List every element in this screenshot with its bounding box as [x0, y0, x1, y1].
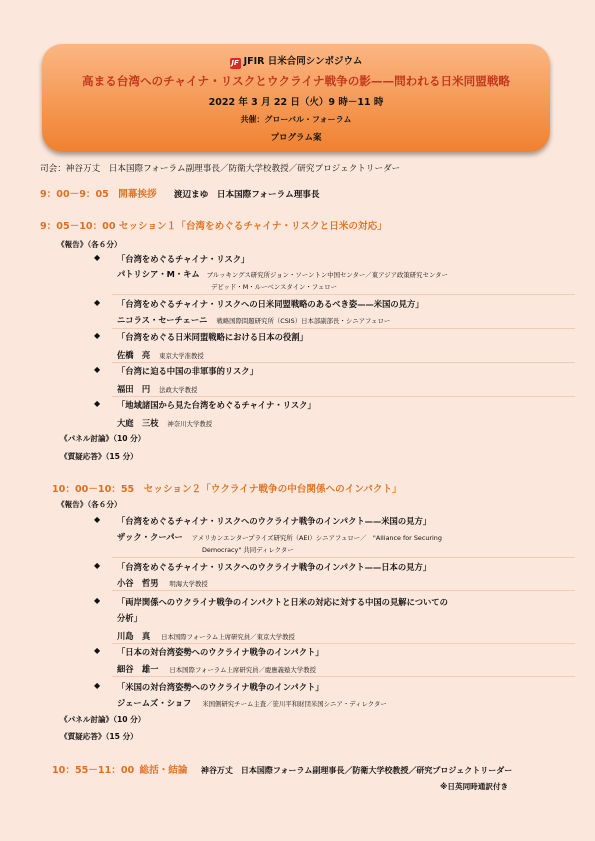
talk-speaker: 大庭 三枝 神奈川大学教授 [117, 418, 213, 428]
closing-line [52, 762, 512, 776]
talk-title: 「米国の対台湾姿勢へのウクライナ戦争のインパクト」 [117, 682, 324, 692]
divider [112, 328, 575, 329]
opening-line [40, 186, 320, 200]
closing-time: 10：55－11：00 [52, 765, 135, 776]
bullet-icon: ◆ [94, 253, 101, 262]
bullet-icon: ◆ [94, 331, 101, 340]
org-name: JFIR 日米合同シンポジウム [243, 56, 363, 67]
talk-speaker: ジェームズ・ショフ 米国側研究チーム主査／笹川平和財団米国シニア・ディレクター [117, 698, 387, 708]
bullet-icon: ◆ [94, 646, 101, 655]
symposium-date: 2022 年 3 月 22 日（火）9 時－11 時 [208, 97, 384, 108]
bullet-icon: ◆ [94, 681, 101, 690]
opening-label: 開幕挨拶 [118, 189, 157, 200]
program-header [42, 44, 550, 152]
talk-speaker: 細谷 雄一 日本国際フォーラム上席研究員／慶應義塾大学教授 [117, 664, 316, 674]
talk-speaker: 佐橋 亮 東京大学准教授 [117, 350, 204, 360]
divider [112, 590, 575, 591]
talk-title: 「台湾をめぐるチャイナ・リスクへのウクライナ戦争のインパクト——日本の見方」 [117, 562, 432, 572]
talk-title: 「両岸関係へのウクライナ戦争のインパクトと日米の対応に対する中国の見解についての [117, 597, 448, 607]
divider [112, 362, 575, 363]
talk-speaker: 小谷 哲男 明海大学教授 [117, 578, 208, 588]
divider [112, 294, 575, 295]
co-host: 共催：グローバル・フォーラム [240, 115, 352, 124]
talk-speaker: 福田 円 法政大学教授 [117, 384, 198, 394]
moderator-line: 司会：神谷万丈 日本国際フォーラム副理事長／防衛大学校教授／研究プロジェクトリーダー [40, 164, 401, 174]
talk-speaker: パトリシア・M・キム ブルッキングス研究所ジョン・ソーントン中国センター／東アジア政策研究センター [117, 269, 448, 279]
talk-speaker: ザック・クーパー アメリカンエンタープライズ研究所（AEI）シニアフェロー／ "Alliance for Securing [117, 532, 442, 542]
closing-speaker: 神谷万丈 日本国際フォーラム副理事長／防衛大学校教授／研究プロジェクトリーダー [200, 766, 513, 775]
talk-title: 「台湾をめぐるチャイナ・リスクへの日米同盟戦略のあるべき姿——米国の見方」 [117, 299, 424, 309]
talk-affiliation-cont: デビッド・M・ルーベンスタイン・フェロー [211, 283, 338, 291]
talk-title: 「地域諸国から見た台湾をめぐるチャイナ・リスク」 [117, 400, 316, 410]
bullet-icon: ◆ [94, 399, 101, 408]
bullet-icon: ◆ [94, 596, 101, 605]
talk-title: 「台湾をめぐる日米同盟戦略における日本の役割」 [117, 332, 308, 342]
bullet-icon: ◆ [94, 298, 101, 307]
opening-time: 9：00－9：05 [40, 189, 109, 200]
symposium-title: 高まる台湾へのチャイナ・リスクとウクライナ戦争の影——問われる日米同盟戦略 [81, 74, 511, 88]
session1-report-label: 《報告》（各６分） [57, 240, 122, 249]
bullet-icon: ◆ [94, 561, 101, 570]
session2-heading: 10：00－10：55 セッション２「ウクライナ戦争の中台関係へのインパクト」 [52, 484, 402, 495]
talk-title: 「台湾をめぐるチャイナ・リスクへのウクライナ戦争のインパクト——米国の見方」 [117, 516, 432, 526]
talk-title-cont: 分析」 [117, 613, 142, 623]
talk-title: 「台湾に迫る中国の非軍事的リスク」 [117, 366, 258, 376]
program-label: プログラム案 [270, 133, 322, 143]
closing-label: 総括・結論 [139, 765, 188, 776]
org-line [42, 53, 550, 69]
divider [112, 557, 575, 558]
bullet-icon: ◆ [94, 515, 101, 524]
divider [112, 396, 575, 397]
interpretation-note: ※日英同時通訳付き [440, 782, 509, 791]
divider [112, 676, 575, 677]
talk-speaker: ニコラス・セーチェーニ 戦略国際問題研究所（CSIS）日本部副部長・シニアフェロー [117, 315, 391, 325]
session1-panel: 《パネル討論》（10 分） [60, 434, 146, 443]
jfir-logo-icon: JF [231, 59, 239, 67]
session2-panel: 《パネル討論》（10 分） [60, 715, 146, 724]
talk-affiliation-cont: Democracy" 共同ディレクター [202, 546, 294, 554]
talk-title: 「台湾をめぐるチャイナ・リスク」 [117, 254, 250, 264]
bullet-icon: ◆ [94, 365, 101, 374]
talk-speaker: 川島 真 日本国際フォーラム上席研究員／東京大学教授 [117, 631, 295, 641]
session2-report-label: 《報告》（各６分） [57, 500, 122, 509]
session1-qa: 《質疑応答》（15 分） [60, 452, 138, 461]
session1-heading: 9：05－10：00 セッション１「台湾をめぐるチャイナ・リスクと日米の対応」 [40, 221, 387, 232]
talk-title: 「日本の対台湾姿勢へのウクライナ戦争のインパクト」 [117, 647, 324, 657]
divider [112, 643, 575, 644]
session2-qa: 《質疑応答》（15 分） [60, 732, 138, 741]
opening-speaker: 渡辺まゆ 日本国際フォーラム理事長 [173, 190, 320, 200]
